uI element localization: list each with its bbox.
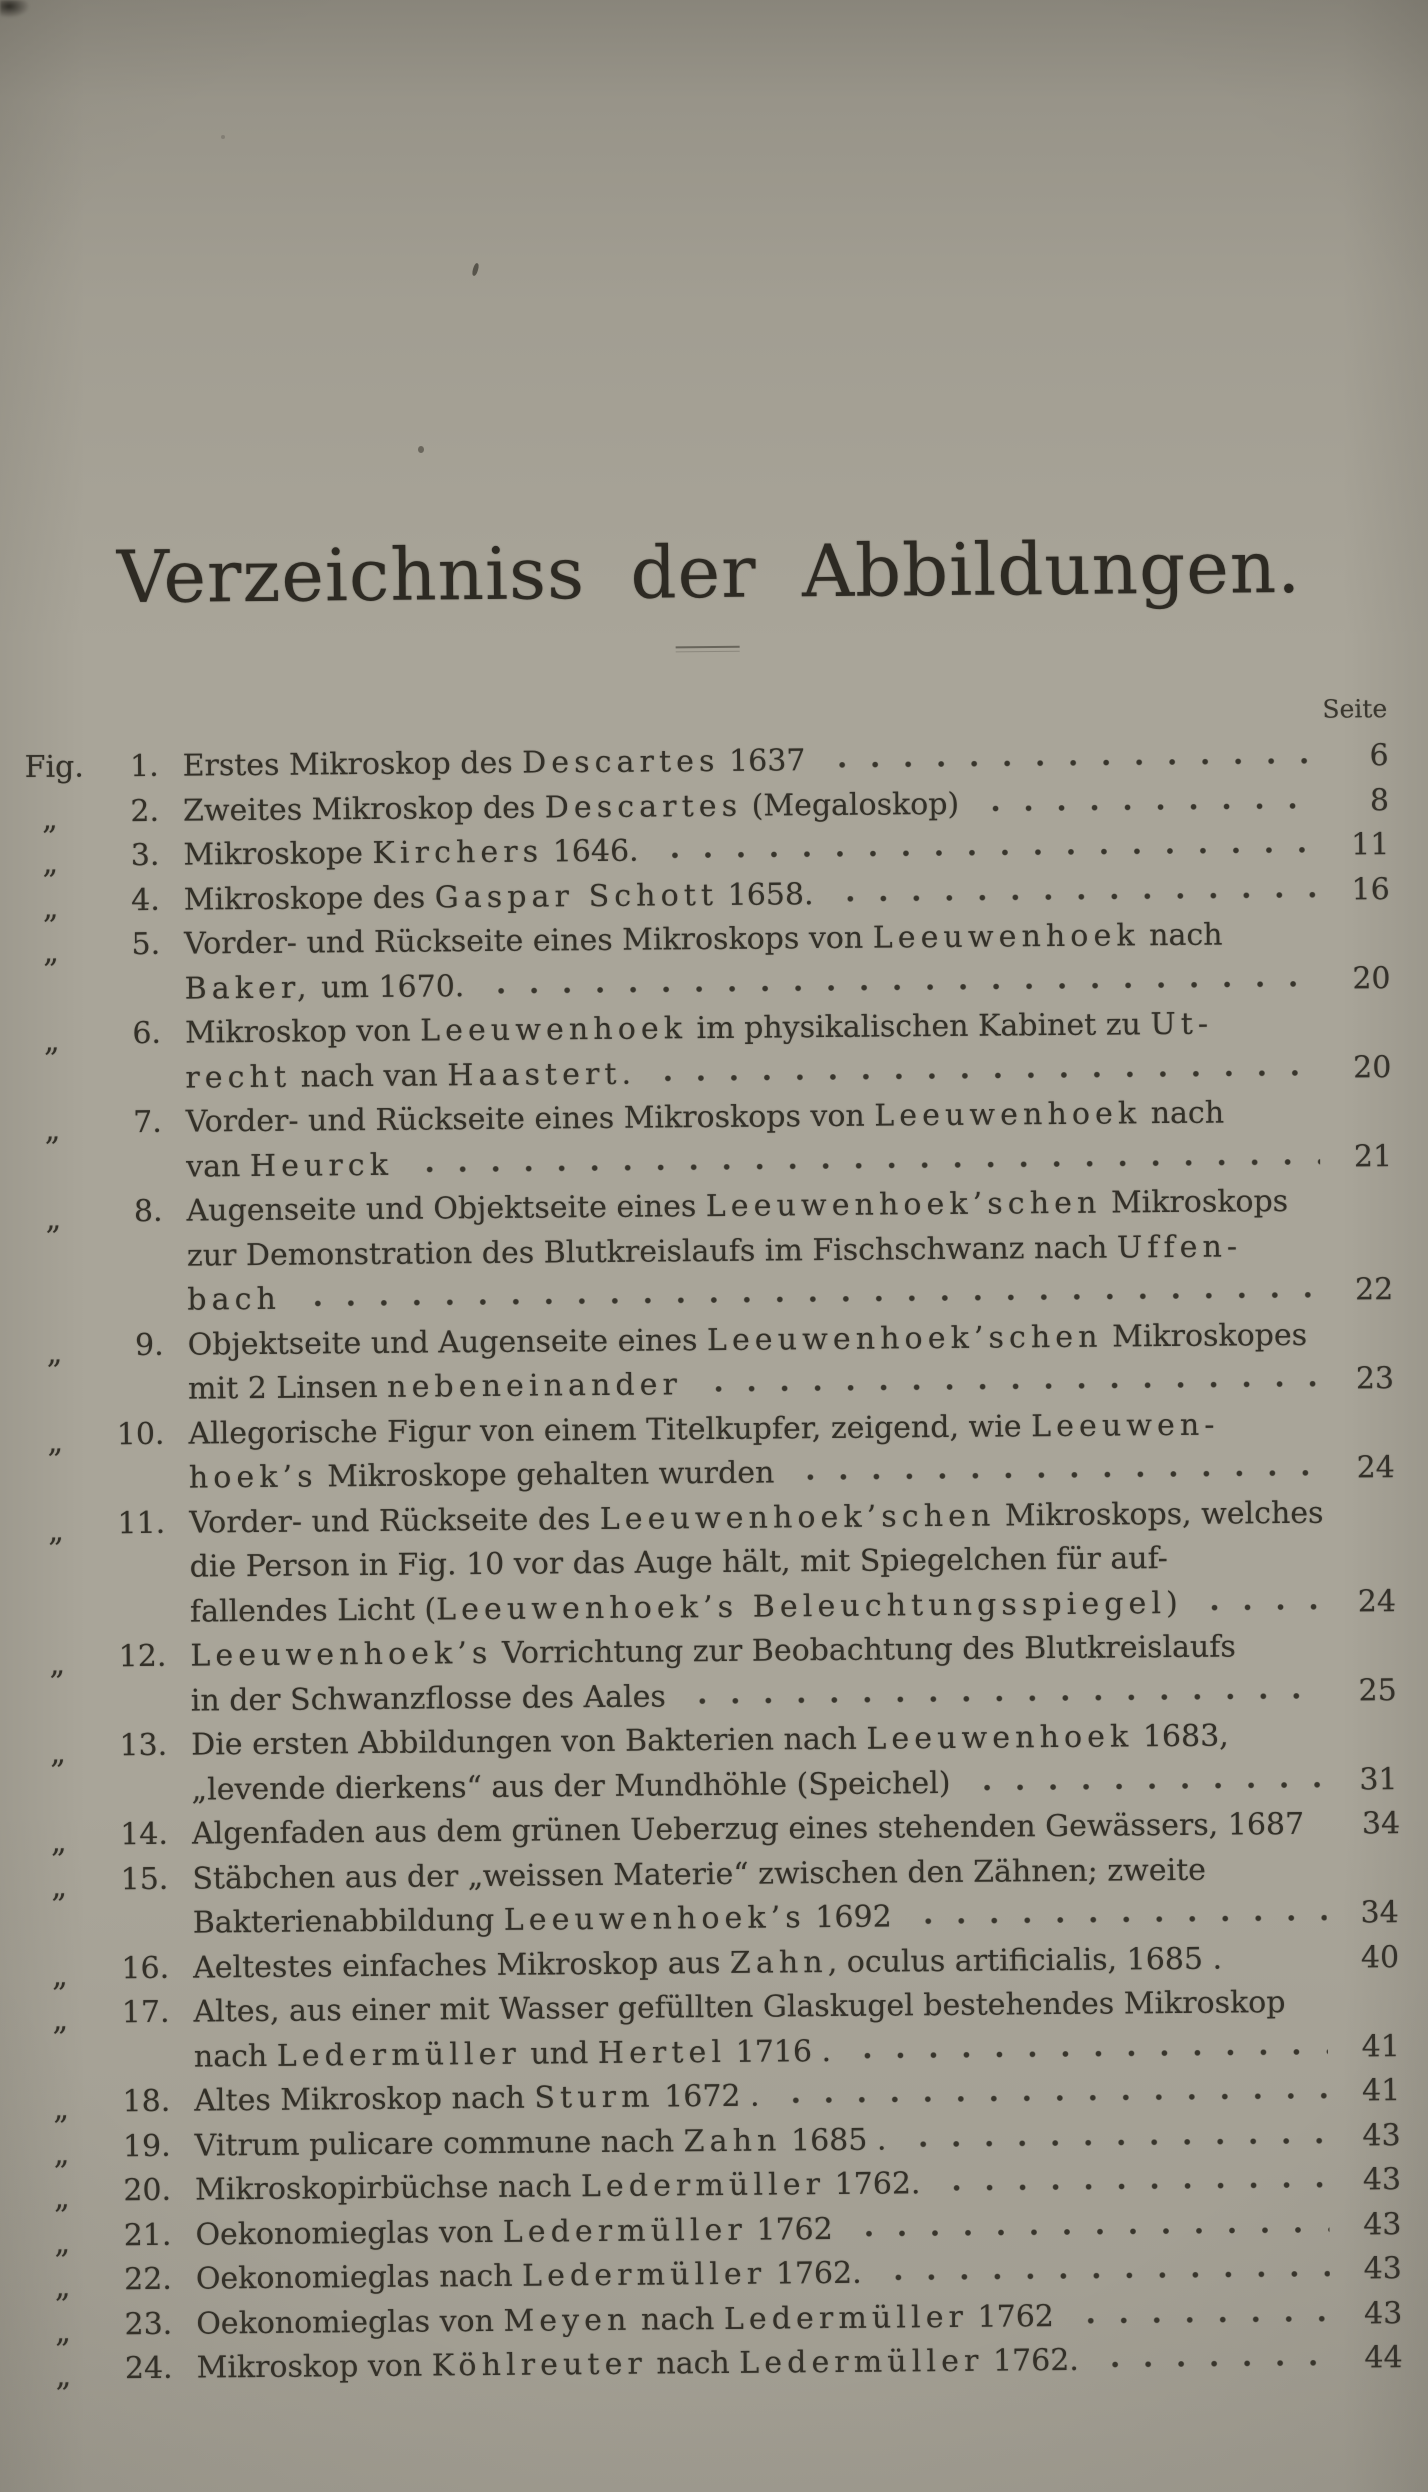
dot-leader	[407, 1158, 1320, 1174]
ditto-mark: „	[50, 1735, 66, 1771]
page-number: 41	[1361, 2073, 1401, 2109]
page-number-empty	[1336, 1566, 1396, 1567]
caption-text: Vorrichtung zur Beobachtung des Blutkreislaufs	[492, 1629, 1236, 1671]
page-number: 20	[1352, 960, 1391, 996]
caption-name-letterspaced: Baker,	[184, 970, 312, 1007]
leader-gap	[1182, 1559, 1324, 1568]
figure-caption	[184, 873, 814, 923]
caption-text: Augenseite und Objektseite eines	[186, 1189, 706, 1229]
ditto-mark: „	[54, 2180, 70, 2216]
leader-gap	[1243, 1737, 1325, 1746]
caption-text: nach	[1141, 1095, 1225, 1132]
caption-text: nach	[631, 2301, 725, 2338]
figure-caption	[193, 1895, 892, 1946]
caption-text: Vorder- und Rückseite des	[189, 1501, 600, 1541]
caption-text: im physikalischen Kabinet zu	[686, 1007, 1151, 1047]
caption-text: um 1670.	[311, 968, 465, 1006]
ditto-mark: „	[54, 2269, 71, 2305]
caption-text: 1762	[746, 2211, 833, 2248]
dot-leader	[906, 1915, 1327, 1927]
figure-caption	[183, 782, 959, 833]
caption-name-letterspaced: recht	[185, 1059, 292, 1096]
caption-text: Vorder- und Rückseite eines Mikroskops von	[184, 920, 873, 962]
figure-number: 20.	[123, 2172, 172, 2209]
figure-caption	[195, 2118, 887, 2169]
ditto-mark: „	[52, 1958, 68, 1994]
page-number: 22	[1354, 1272, 1394, 1308]
page-number: 43	[1363, 2206, 1402, 2242]
caption-text: 1646.	[543, 833, 639, 870]
caption-name-letterspaced: hoek’s	[188, 1459, 318, 1496]
page-number: 24	[1357, 1583, 1397, 1619]
fig-column-empty	[27, 1088, 111, 1089]
caption-text: Algenfaden aus dem grünen Ueberzug eines stehenden Gewässers, 1687	[191, 1806, 1305, 1852]
page-column-header: Seite	[1322, 694, 1388, 724]
caption-text: Oekonomieglas nach	[195, 2258, 523, 2297]
figure-caption	[187, 1225, 1243, 1279]
page-number-empty	[1335, 1433, 1395, 1434]
figure-number: 11.	[117, 1505, 166, 1541]
caption-name-letterspaced: Ledermüller	[521, 2256, 767, 2294]
figure-number: 10.	[116, 1416, 165, 1452]
page-number: 25	[1358, 1672, 1397, 1708]
page-number-empty	[1333, 1255, 1393, 1256]
caption-text: Mikroskopirbüchse nach	[194, 2169, 582, 2208]
ditto-mark: „	[42, 890, 59, 926]
caption-text: Altes Mikroskop nach	[194, 2080, 535, 2119]
figure-number: 7.	[132, 1104, 162, 1141]
caption-text: Die ersten Abbildungen von Bakterien nach	[191, 1721, 867, 1763]
caption-text: Objektseite und Augenseite eines	[187, 1322, 708, 1363]
caption-text: Mikroskop von	[184, 1013, 421, 1051]
caption-text: Zweites Mikroskop des	[182, 789, 545, 829]
caption-text: , oculus artificialis, 1685 .	[827, 1941, 1223, 1980]
page-title: Verzeichniss der Abbildungen.	[116, 524, 1302, 620]
figure-number: 15.	[120, 1861, 169, 1897]
caption-name-letterspaced: Ledermüller	[739, 2343, 984, 2381]
page-number: 11	[1351, 827, 1390, 863]
page-number: 20	[1352, 1049, 1392, 1085]
caption-name-letterspaced: Ledermüller	[723, 2299, 969, 2337]
figure-number: 4.	[131, 882, 160, 918]
figure-number: 1.	[129, 748, 159, 785]
caption-text: 1762	[967, 2298, 1055, 2335]
figure-caption	[194, 2075, 760, 2124]
figure-number: 21.	[123, 2217, 172, 2253]
figure-caption	[191, 1715, 1229, 1769]
dot-leader	[973, 802, 1317, 813]
caption-name-letterspaced: nebeneinander	[387, 1367, 683, 1405]
caption-text: Bakterienabbildung	[192, 1902, 504, 1941]
caption-name-letterspaced: Leeuwenhoek	[874, 1096, 1142, 1134]
page-number: 34	[1361, 1806, 1401, 1842]
page-number: 16	[1351, 871, 1390, 907]
caption-text: die Person in Fig. 10 vor das Auge hält, mit Spiegelchen für auf-	[189, 1541, 1168, 1585]
ditto-mark: „	[53, 2091, 70, 2127]
caption-text: 1692	[805, 1899, 892, 1936]
dot-leader	[965, 1781, 1326, 1792]
page-number: 6	[1369, 738, 1389, 774]
caption-name-letterspaced: Ledermüller	[502, 2212, 748, 2250]
leader-gap	[1227, 1025, 1319, 1034]
figure-list	[0, 734, 1428, 2393]
caption-text: mit 2 Linsen	[187, 1369, 388, 1407]
figure-caption	[183, 830, 639, 878]
page-number-empty	[1343, 1343, 1403, 1344]
caption-text: 1672 .	[654, 2078, 760, 2115]
caption-name-letterspaced: Ledermüller	[580, 2167, 826, 2205]
dot-leader	[847, 2226, 1330, 2238]
leader-gap	[1238, 1114, 1320, 1123]
caption-text: (Megaloskop)	[742, 786, 960, 824]
ditto-mark: „	[43, 1023, 60, 1059]
ditto-mark: „	[55, 2314, 72, 2350]
ditto-mark: „	[49, 1646, 66, 1682]
fig-column-empty	[32, 1577, 116, 1578]
fig-column-empty	[28, 1177, 112, 1178]
figure-caption	[188, 1363, 682, 1412]
caption-text: Stäbchen aus der „weissen Materie“ zwischen den Zähnen; zweite	[192, 1852, 1207, 1897]
fig-column-empty	[34, 1800, 118, 1801]
leader-gap	[1236, 1959, 1327, 1968]
fig-column-empty	[33, 1711, 117, 1712]
figure-caption	[193, 1981, 1285, 2035]
dot-leader	[680, 1692, 1325, 1706]
leader-gap	[1302, 1203, 1320, 1211]
page-number: 43	[1362, 2117, 1401, 2153]
ditto-mark: „	[42, 845, 59, 881]
page-number-empty	[1338, 1878, 1398, 1879]
caption-text: Allegorische Figur von einem Titelkupfer, zeigend, wie	[188, 1408, 1032, 1452]
leader-gap	[1318, 1826, 1328, 1834]
figure-caption	[185, 1052, 631, 1100]
caption-name-letterspaced: Kirchers	[372, 834, 544, 871]
ditto-mark: „	[43, 934, 59, 970]
caption-text: Mikroskope des	[183, 879, 435, 918]
figure-caption	[188, 1403, 1219, 1456]
caption-text: Mikroskope	[183, 835, 373, 873]
figure-number: 17.	[121, 1994, 170, 2031]
dot-leader	[819, 758, 1316, 770]
page-number-empty	[1336, 1655, 1396, 1656]
leader-gap	[1237, 936, 1319, 945]
caption-text: Aeltestes einfaches Mikroskop aus	[192, 1945, 731, 1986]
caption-name-letterspaced: Leeuwenhoek’s Beleuchtungsspiegel	[435, 1585, 1167, 1627]
caption-name-letterspaced: Heurck	[249, 1147, 394, 1184]
figure-caption	[184, 914, 1223, 968]
page-number: 21	[1353, 1138, 1393, 1174]
caption-name-letterspaced: Descartes	[544, 788, 743, 825]
page-number-empty	[1333, 1210, 1393, 1211]
page-number: 40	[1360, 1939, 1400, 1975]
figure-number: 2.	[130, 793, 160, 829]
ditto-mark: „	[54, 2225, 71, 2261]
caption-text: Oekonomieglas von	[195, 2214, 503, 2253]
caption-text: Mikroskops, welches	[995, 1495, 1324, 1534]
caption-name-letterspaced: Leeuwenhoek’s	[503, 1900, 806, 1938]
figure-caption	[190, 1625, 1236, 1679]
caption-text: Oekonomieglas von	[196, 2303, 504, 2342]
dot-leader	[1093, 2360, 1331, 2370]
leader-gap	[1256, 1247, 1321, 1256]
caption-name-letterspaced: Uffen-	[1116, 1228, 1243, 1265]
dot-leader	[1192, 1603, 1324, 1612]
figure-caption	[189, 1451, 775, 1501]
caption-text: van	[186, 1148, 251, 1185]
page-number-empty	[1337, 1744, 1397, 1745]
caption-text: Altes, aus einer mit Wasser gefüllten Glaskugel bestehendes Mikroskop	[193, 1985, 1286, 2030]
dot-leader	[645, 1069, 1319, 1083]
caption-text: 1683,	[1133, 1718, 1229, 1755]
leader-gap	[1220, 1870, 1326, 1879]
figure-number: 19.	[122, 2128, 171, 2164]
caption-name-letterspaced: Meyen	[503, 2302, 632, 2339]
figure-caption	[182, 739, 805, 789]
caption-name-letterspaced: Leeuwen-	[1030, 1407, 1220, 1444]
page-number: 43	[1362, 2162, 1402, 2198]
figure-number: 12.	[118, 1638, 167, 1675]
page-number: 44	[1364, 2340, 1403, 2376]
leader-gap	[1234, 1425, 1323, 1434]
dot-leader	[774, 2093, 1329, 2106]
fig-column-empty	[35, 1933, 119, 1934]
ditto-mark: „	[50, 1824, 67, 1860]
page-number: 31	[1359, 1761, 1398, 1797]
figure-caption	[192, 1848, 1206, 1901]
ditto-mark: „	[46, 1335, 63, 1371]
caption-text: und	[520, 2035, 598, 2072]
ditto-mark: „	[51, 1869, 68, 1905]
ditto-mark: „	[41, 801, 58, 837]
figure-caption	[191, 1761, 950, 1812]
caption-text: .	[621, 1056, 632, 1092]
dot-leader	[696, 1381, 1322, 1394]
caption-name-letterspaced: Zahn	[683, 2122, 782, 2159]
page-number: 23	[1355, 1361, 1395, 1397]
figure-caption	[196, 2339, 1079, 2391]
caption-text: nach van	[291, 1057, 448, 1095]
ditto-mark: „	[52, 2002, 69, 2038]
title-divider-rule	[676, 646, 740, 653]
caption-text: Mikroskopes	[1102, 1317, 1308, 1355]
caption-name-letterspaced: Ut-	[1150, 1006, 1214, 1043]
caption-name-letterspaced: Zahn	[729, 1944, 828, 1981]
page-number: 41	[1361, 2028, 1401, 2064]
fig-column-empty	[27, 999, 111, 1000]
caption-name-letterspaced: Leeuwenhoek’schen	[599, 1498, 996, 1537]
fig-column-empty	[29, 1266, 113, 1267]
figure-caption	[184, 965, 464, 1012]
dot-leader	[845, 2048, 1328, 2060]
figure-number: 14.	[120, 1816, 169, 1853]
caption-name-letterspaced: Leeuwenhoek’schen	[706, 1319, 1103, 1358]
caption-name-letterspaced: Leeuwenhoek’schen	[705, 1185, 1102, 1225]
dot-leader	[653, 847, 1318, 861]
fig-column-empty	[30, 1399, 114, 1400]
caption-name-letterspaced: Leeuwenhoek’s	[190, 1635, 493, 1674]
caption-text: 1637	[719, 743, 806, 779]
caption-name-letterspaced: Ledermüller	[276, 2036, 522, 2074]
page-number-empty	[1330, 943, 1390, 944]
dot-leader	[295, 1292, 1321, 1309]
fig-column-empty	[32, 1622, 116, 1623]
figure-caption	[196, 2252, 862, 2302]
caption-name-letterspaced: Leeuwenhoek	[872, 918, 1140, 956]
caption-name-letterspaced: Hertel	[597, 2034, 727, 2071]
caption-text: Mikroskops	[1101, 1183, 1289, 1221]
figure-caption	[186, 1092, 1225, 1146]
caption-text: „levende dierkens“ aus der Mundhöhle (Speichel)	[191, 1765, 951, 1808]
caption-text: Vorder- und Rückseite eines Mikroskops von	[185, 1098, 875, 1140]
figure-number: 13.	[119, 1727, 168, 1764]
caption-name-letterspaced: bach	[187, 1281, 282, 1318]
page-number-empty	[1340, 2011, 1400, 2012]
caption-text: 1762.	[766, 2255, 862, 2292]
figure-number: 22.	[123, 2261, 173, 2298]
figure-caption	[194, 2030, 832, 2080]
page-number: 34	[1360, 1895, 1399, 1931]
leader-gap	[1250, 1648, 1325, 1657]
fig-column-empty	[29, 1310, 113, 1311]
caption-text: Mikroskop von	[196, 2348, 432, 2386]
caption-name-letterspaced: Gaspar Schott	[434, 877, 719, 915]
caption-name-letterspaced: Köhlreuter	[431, 2346, 648, 2384]
dot-leader	[828, 891, 1318, 903]
caption-name-letterspaced: Haastert	[447, 1056, 622, 1093]
caption-text: nach	[193, 2038, 277, 2075]
ditto-mark: „	[45, 1201, 62, 1237]
caption-text: 1685 .	[781, 2122, 887, 2158]
leader-gap	[1300, 2004, 1328, 2012]
caption-name-letterspaced: Leeuwenhoek	[866, 1719, 1134, 1757]
leader-gap	[1337, 1514, 1347, 1522]
caption-text: nach	[646, 2345, 740, 2382]
caption-name-letterspaced: Leeuwenhoek	[419, 1011, 688, 1049]
figure-number: 3.	[130, 837, 160, 874]
caption-text: fallendes Licht (	[189, 1591, 437, 1630]
figure-number: 5.	[131, 926, 161, 963]
dot-leader	[900, 2137, 1328, 2149]
page-number: 43	[1363, 2295, 1403, 2331]
figure-caption	[196, 2295, 1054, 2347]
caption-text: Mikroskope gehalten wurden	[317, 1455, 775, 1495]
caption-name-letterspaced: Sturm	[534, 2079, 655, 2116]
dot-leader	[478, 980, 1318, 995]
dot-leader	[935, 2182, 1330, 2193]
figure-caption	[187, 1278, 281, 1323]
figure-caption	[185, 1003, 1214, 1056]
caption-text: zur Demonstration des Blutkreislaufs im Fischschwanz nach	[186, 1229, 1118, 1274]
leader-gap	[1321, 1336, 1331, 1344]
caption-text: Erstes Mikroskop des	[182, 745, 523, 784]
figure-caption	[186, 1143, 393, 1189]
ditto-mark: „	[44, 1112, 61, 1148]
figure-caption	[195, 2208, 833, 2258]
figure-caption	[195, 2162, 921, 2213]
page-number-empty	[1331, 1032, 1391, 1033]
ditto-mark: „	[55, 2358, 72, 2394]
caption-text: 1762.	[983, 2342, 1080, 2379]
page-number: 8	[1369, 782, 1390, 818]
ditto-mark: „	[53, 2136, 70, 2172]
dot-leader	[876, 2271, 1330, 2283]
ditto-mark: „	[47, 1424, 64, 1460]
figure-number: 6.	[132, 1015, 162, 1052]
figure-number: 24.	[124, 2350, 173, 2387]
dot-leader	[1068, 2315, 1330, 2325]
fig-column-empty	[31, 1488, 115, 1489]
caption-text: in der Schwanzflosse des Aales	[190, 1678, 666, 1719]
page-number-empty	[1332, 1121, 1392, 1122]
figure-number: 23.	[124, 2306, 173, 2342]
caption-text: Vitrum pulicare commune nach	[194, 2123, 684, 2164]
caption-name-letterspaced: Descartes	[522, 743, 720, 781]
caption-text: nach	[1139, 917, 1223, 954]
page-number: 24	[1356, 1450, 1395, 1486]
fig-column-label: Fig.	[24, 749, 84, 786]
page-number-empty	[1360, 1521, 1420, 1522]
caption-text: 1762.	[824, 2166, 921, 2203]
caption-text: )	[1165, 1585, 1178, 1621]
figure-number: 8.	[133, 1193, 163, 1230]
figure-number: 9.	[134, 1327, 164, 1363]
figure-caption	[191, 1675, 666, 1724]
figure-number: 18.	[122, 2083, 171, 2120]
caption-text: 1658.	[717, 876, 814, 913]
fig-column-empty	[36, 2067, 120, 2068]
page-number: 43	[1363, 2251, 1402, 2287]
caption-text: 1716 .	[725, 2033, 832, 2070]
ditto-mark: „	[48, 1513, 65, 1549]
figure-number: 16.	[121, 1950, 170, 1986]
dot-leader	[788, 1470, 1323, 1483]
